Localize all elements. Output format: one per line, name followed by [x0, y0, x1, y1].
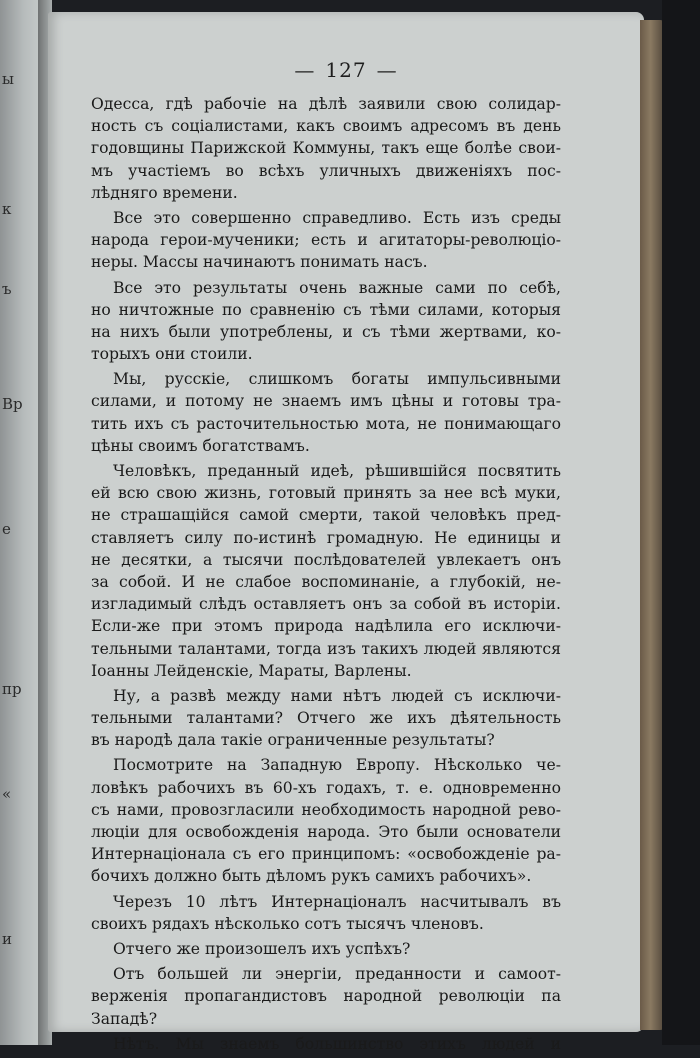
text-line: тить ихъ съ расточительностью мота, не понимающаго — [91, 414, 561, 433]
text-line: бочихъ должно быть дѣломъ рукъ самихъ рабочихъ». — [91, 867, 532, 886]
dash-right: — — [376, 58, 398, 82]
text-line: Черезъ 10 лѣтъ Интернаціоналъ насчитывалъ въ — [113, 892, 561, 911]
text-line: Если-же при этомъ природа надѣлила его исключи- — [91, 617, 561, 636]
text-line: Іоанны Лейденскіе, Мараты, Варлены. — [91, 661, 412, 680]
text-line: тельными талантами, тогда изъ такихъ людей являются — [91, 639, 561, 658]
text-line: ловѣкъ рабочихъ въ 60-хъ годахъ, т. е. одновременно — [91, 778, 561, 797]
text-line: не страшащійся самой смерти, такой человѣкъ пред- — [91, 506, 561, 525]
text-line: Человѣкъ, преданный идеѣ, рѣшившійся посвятить — [113, 462, 561, 480]
paragraph — [91, 277, 561, 366]
text-line: съ нами, провозгласили необходимость народной рево- — [91, 800, 561, 819]
text-line: ставляетъ силу по-истинѣ громадную. Не единицы и — [91, 528, 561, 547]
text-line: тельными талантами? Отчего же ихъ дѣятельность — [91, 709, 561, 728]
text-line: годовщины Парижской Коммуны, такъ еще болѣе свои- — [91, 139, 561, 158]
text-line: изгладимый слѣдъ оставляетъ онъ за собой въ исторіи. — [91, 595, 561, 614]
body-text — [91, 93, 561, 1058]
book-cover-edge — [662, 0, 700, 1045]
text-line: но ничтожные по сравненію съ тѣми силами, которыя — [91, 300, 561, 319]
text-line: силами, и потому не знаемъ имъ цѣны и готовы тра- — [91, 392, 561, 411]
text-line: Все это совершенно справедливо. Есть изъ среды — [113, 208, 561, 227]
paragraph — [91, 685, 561, 752]
text-line: Посмотрите на Западную Европу. Нѣсколько че- — [113, 756, 561, 775]
text-line: за собой. И не слабое воспоминаніе, а глубокій, не- — [91, 572, 561, 591]
text-line: цѣны своимъ богатствамъ. — [91, 436, 310, 455]
text-line: Отчего же произошелъ ихъ успѣхъ? — [113, 939, 411, 958]
text-line: люціи для освобожденія народа. Это были основатели — [91, 823, 561, 841]
dash-left: — — [294, 58, 316, 82]
paragraph — [91, 963, 561, 1030]
page-number — [48, 58, 644, 82]
text-line: Отъ большей ли энергіи, преданности и самоот- — [113, 965, 561, 984]
text-line: Интернаціонала съ его принципомъ: «освобожденіе ра- — [91, 845, 561, 864]
paragraph — [91, 460, 561, 682]
paragraph — [91, 938, 561, 960]
text-line: неры. Массы начинаютъ понимать насъ. — [91, 253, 428, 272]
text-line: Нѣтъ. Мы знаемъ большинство этихъ людей и — [113, 1034, 561, 1053]
text-line: ей всю свою жизнь, готовый принять за нее всѣ муки, — [91, 484, 561, 503]
text-line: мъ участіемъ во всѣхъ уличныхъ движеніяхъ пос- — [91, 161, 561, 180]
text-line: въ народѣ дала такіе ограниченные результаты? — [91, 731, 495, 750]
text-line: Одесса, гдѣ рабочіе на дѣлѣ заявили свою солидар- — [91, 95, 561, 113]
text-line: Ну, а развѣ между нами нѣтъ людей съ исключи- — [113, 686, 561, 705]
paragraph — [91, 93, 561, 204]
text-line: ность съ соціалистами, какъ своимъ адресомъ въ день — [91, 117, 561, 136]
paragraph — [91, 891, 561, 935]
text-line: лѣдняго времени. — [91, 183, 238, 202]
page-number-value: 127 — [325, 58, 367, 82]
paragraph — [91, 368, 561, 457]
text-line: Западѣ? — [91, 1009, 158, 1028]
text-line: не десятки, а тысячи послѣдователей увлекаетъ онъ — [91, 550, 561, 569]
text-line: своихъ рядахъ нѣсколько сотъ тысячъ членовъ. — [91, 914, 484, 933]
paragraph — [91, 754, 561, 887]
text-line: на нихъ были употреблены, и съ тѣми жертвами, ко- — [91, 322, 561, 341]
text-line: Все это результаты очень важные сами по себѣ, — [113, 278, 561, 297]
text-line: торыхъ они стоили. — [91, 345, 253, 364]
facing-page-edge: ы к ъ Вр е пр « и — [0, 0, 40, 1045]
text-line: верженія пропагандистовъ народной революціи па — [91, 987, 561, 1006]
text-line: народа герои-мученики; есть и агитаторы-революціо- — [91, 231, 561, 250]
text-line: Мы, русскіе, слишкомъ богаты импульсивными — [113, 370, 561, 389]
paragraph — [91, 1033, 561, 1055]
paragraph — [91, 207, 561, 274]
